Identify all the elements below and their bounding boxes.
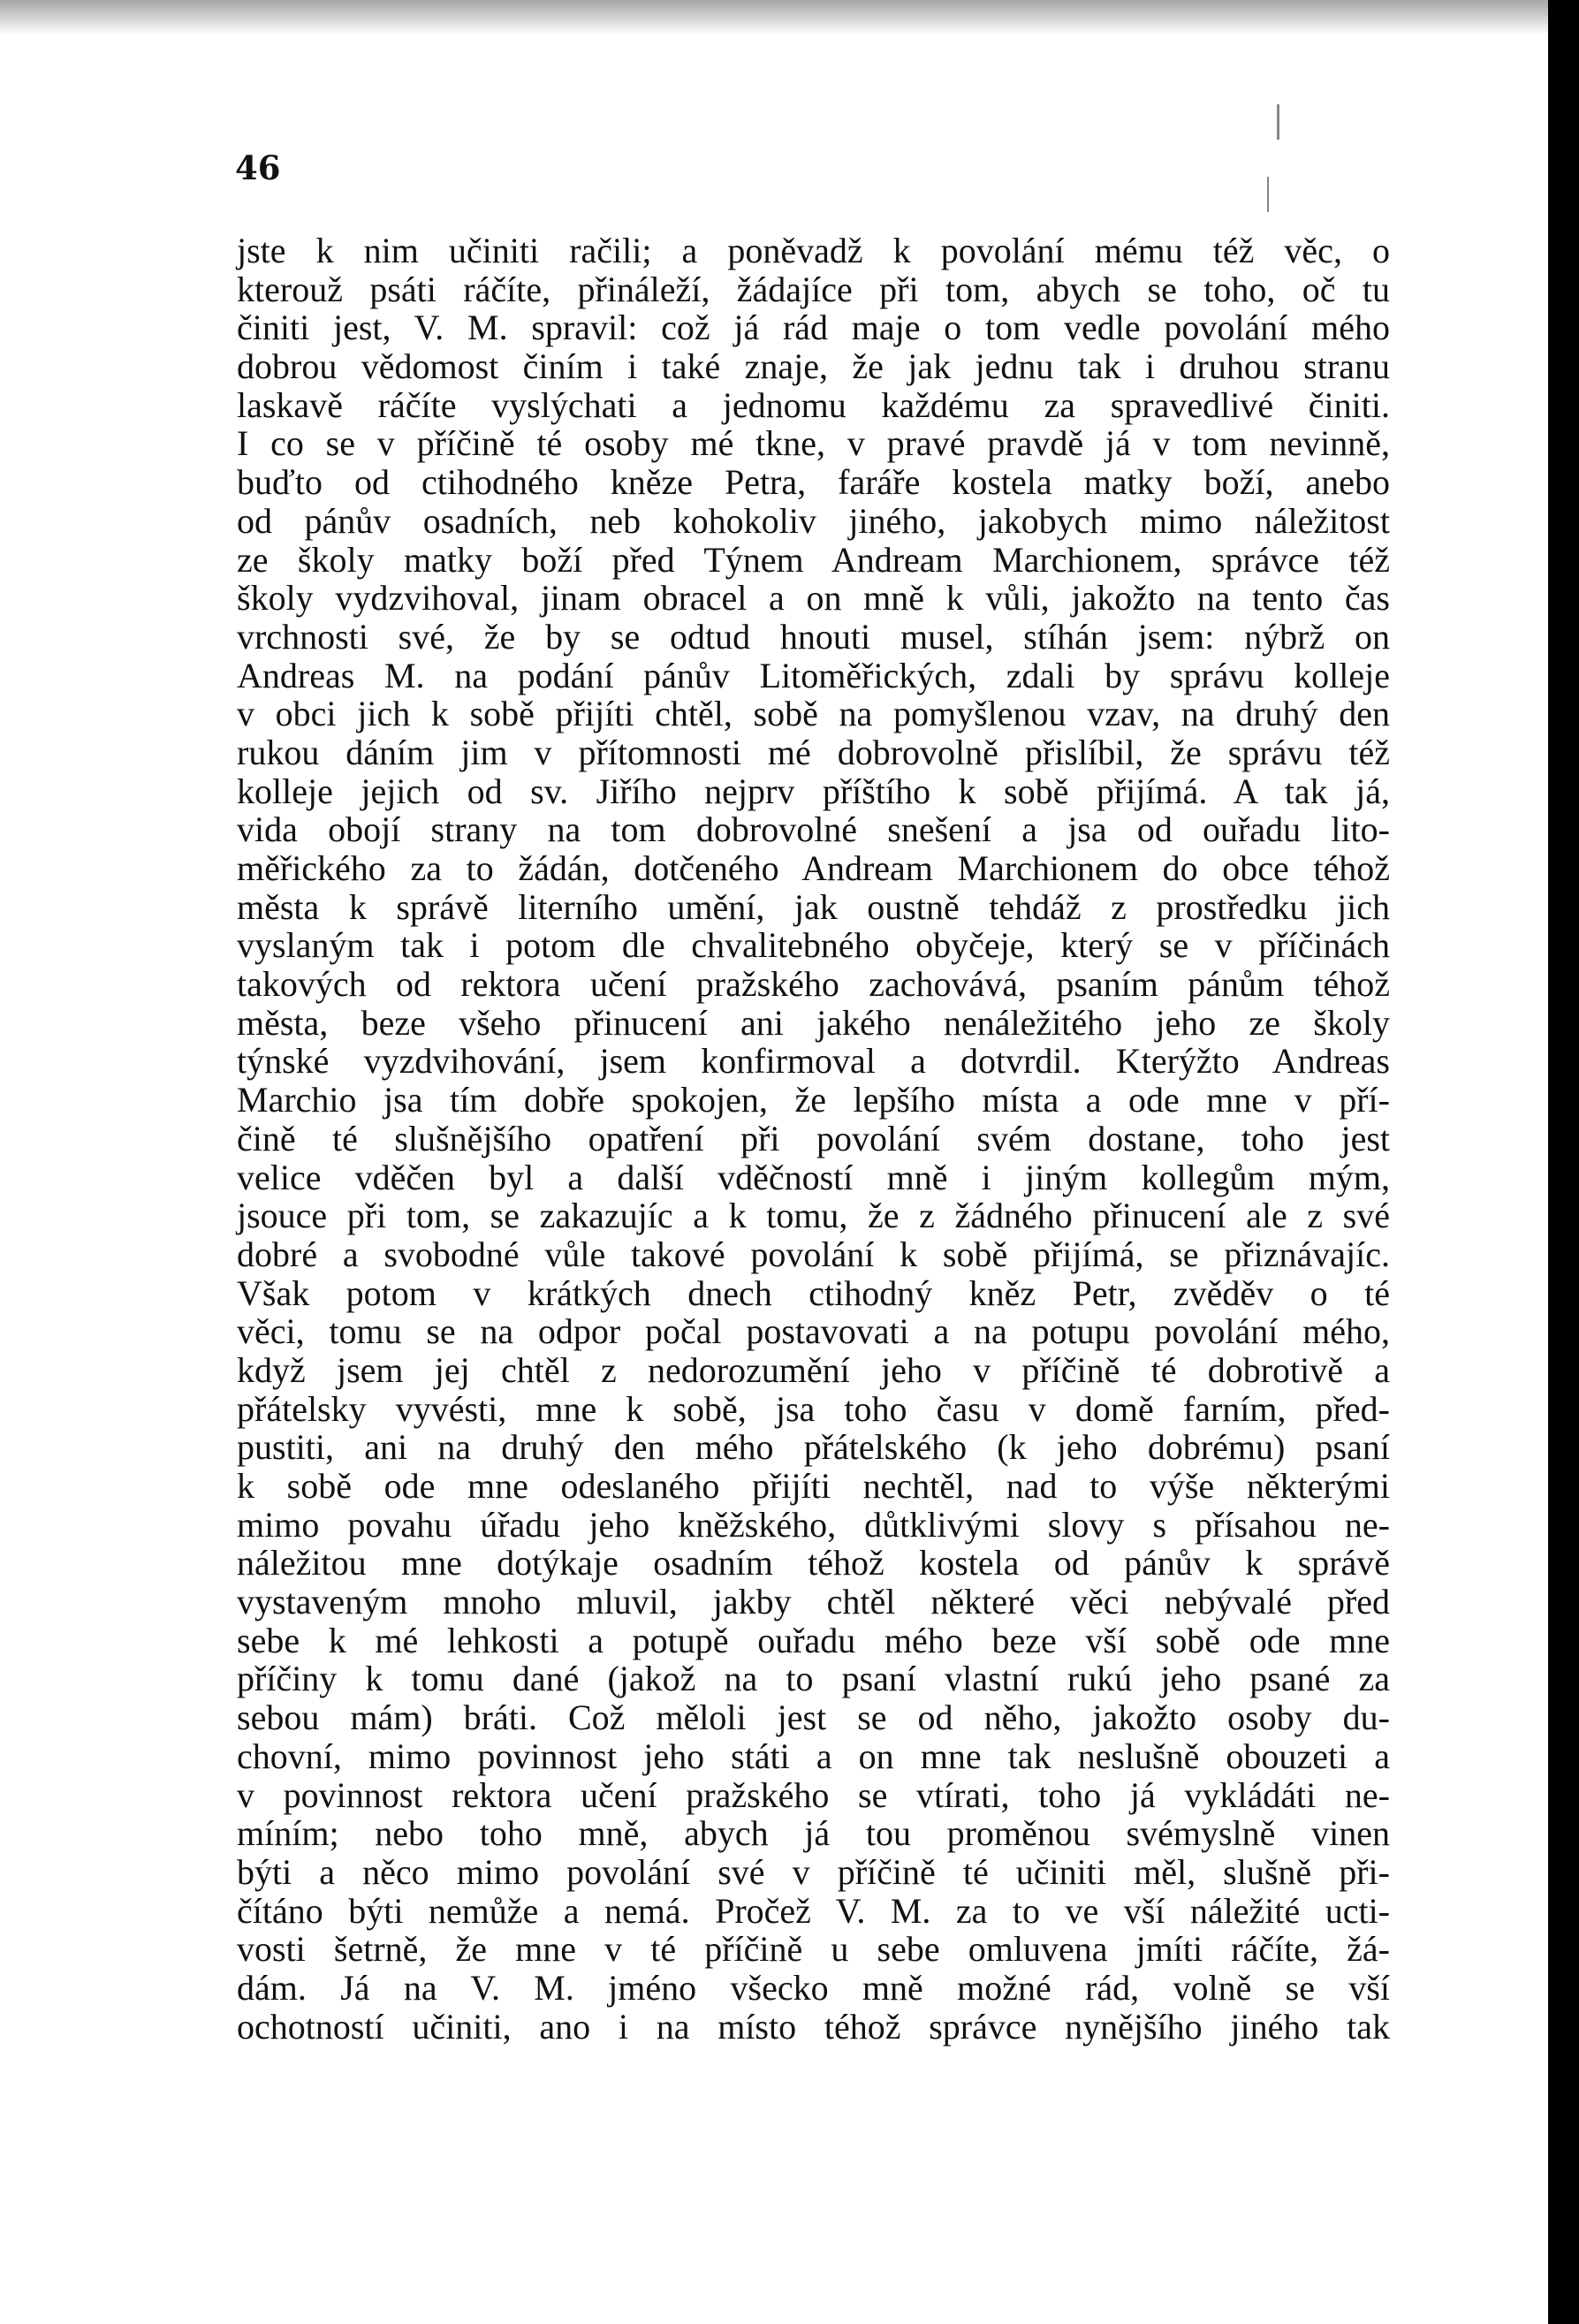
text-line: týnské vyzdvihování, jsem konfirmoval a dotvrdil. Kterýžto Andreas xyxy=(237,1041,1390,1082)
page-number: 46 xyxy=(235,148,281,187)
text-line: dobré a svobodné vůle takové povolání k sobě přijímá, se přiznávajíc. xyxy=(237,1234,1390,1274)
text-line: od pánův osadních, neb kohokoliv jiného, jakobych mimo náležitost xyxy=(237,500,1390,541)
text-line: dobrou vědomost činím i také znaje, že jak jednu tak i druhou stranu xyxy=(237,346,1390,387)
text-line: v obci jich k sobě přijíti chtěl, sobě na pomyšlenou vzav, na druhý den xyxy=(237,694,1390,734)
text-line: města k správě literního umění, jak oustně tehdáž z prostředku jich xyxy=(237,886,1390,927)
text-line: vyslaným tak i potom dle chvalitebného obyčeje, který se v příčinách xyxy=(237,925,1390,966)
text-line: kolleje jejich od sv. Jiřího nejprv příštího k sobě přijímá. A tak já, xyxy=(237,771,1390,811)
text-line: ze školy matky boží před Týnem Andream Marchionem, správce též xyxy=(237,539,1390,580)
text-line: jsouce při tom, se zakazujíc a k tomu, že z žádného přinucení ale z své xyxy=(237,1196,1390,1236)
text-line: dám. Já na V. M. jméno všecko mně možné rád, volně se vší xyxy=(237,1967,1390,2008)
text-line: města, beze všeho přinucení ani jakého nenáležitého jeho ze školy xyxy=(237,1002,1390,1043)
text-line: přátelsky vyvésti, mne k sobě, jsa toho času v domě farním, před- xyxy=(237,1388,1390,1429)
text-line: vosti šetrně, že mne v té příčině u sebe omluvena jmíti ráčíte, žá- xyxy=(237,1929,1390,1970)
text-line: býti a něco mimo povolání své v příčině té učiniti měl, slušně při- xyxy=(237,1851,1390,1892)
text-line: ochotností učiniti, ano i na místo téhož správce nynějšího jiného tak xyxy=(237,2006,1390,2047)
text-line: míním; nebo toho mně, abych já tou proměnou svémyslně vinen xyxy=(237,1813,1390,1854)
text-line: čítáno býti nemůže a nemá. Pročež V. M. za to ve vší náležité ucti- xyxy=(237,1890,1390,1931)
text-line: Marchio jsa tím dobře spokojen, že lepšího místa a ode mne v pří- xyxy=(237,1080,1390,1120)
text-line: školy vydzvihoval, jinam obracel a on mně k vůli, jakožto na tento čas xyxy=(237,578,1390,619)
text-line: měřického za to žádán, dotčeného Andream Marchionem do obce téhož xyxy=(237,848,1390,888)
scan-speck xyxy=(1277,104,1279,140)
text-line: Andreas M. na podání pánův Litoměřických, zdali by správu kolleje xyxy=(237,655,1390,695)
text-line: rukou dáním jim v přítomnosti mé dobrovolně přislíbil, že správu též xyxy=(237,732,1390,772)
text-line: k sobě ode mne odeslaného přijíti nechtěl, nad to výše některými xyxy=(237,1466,1390,1506)
text-line: sebou mám) bráti. Což měloli jest se od něho, jakožto osoby du- xyxy=(237,1697,1390,1738)
text-line: vida obojí strany na tom dobrovolné snešení a jsa od ouřadu lito- xyxy=(237,809,1390,850)
text-line: čině té slušnějšího opatření při povolání svém dostane, toho jest xyxy=(237,1118,1390,1158)
text-line: pustiti, ani na druhý den mého přátelského (k jeho dobrému) psaní xyxy=(237,1427,1390,1468)
page-top-shadow xyxy=(0,0,1548,35)
text-line: vrchnosti své, že by se odtud hnouti musel, stíhán jsem: nýbrž on xyxy=(237,616,1390,657)
text-line: věci, tomu se na odpor počal postavovati a na potupu povolání mého, xyxy=(237,1311,1390,1352)
text-line: kterouž psáti ráčíte, přináleží, žádajíce při tom, abych se toho, oč tu xyxy=(237,269,1390,309)
text-line: velice vděčen byl a další vděčností mně i jiným kollegům mým, xyxy=(237,1157,1390,1197)
text-line: takových od rektora učení pražského zachovává, psaním pánům téhož xyxy=(237,964,1390,1005)
text-line: když jsem jej chtěl z nedorozumění jeho v příčině té dobrotivě a xyxy=(237,1349,1390,1390)
scan-speck xyxy=(1267,177,1269,212)
text-line: jste k nim učiniti račili; a poněvadž k povolání mému též věc, o xyxy=(237,231,1390,270)
text-line: chovní, mimo povinnost jeho státi a on mne tak neslušně obouzeti a xyxy=(237,1735,1390,1776)
text-line: činiti jest, V. M. spravil: což já rád maje o tom vedle povolání mého xyxy=(237,308,1390,348)
text-line: mimo povahu úřadu jeho kněžského, důtklivými slovy s přísahou ne- xyxy=(237,1504,1390,1545)
text-line: vystaveným mnoho mluvil, jakby chtěl některé věci nebývalé před xyxy=(237,1582,1390,1622)
text-line: laskavě ráčíte vyslýchati a jednomu každému za spravedlivé činiti. xyxy=(237,384,1390,425)
text-line: v povinnost rektora učení pražského se vtírati, toho já vykládáti ne- xyxy=(237,1774,1390,1815)
body-text xyxy=(237,232,1390,2046)
text-line: Však potom v krátkých dnech ctihodný kněz Petr, zvěděv o té xyxy=(237,1272,1390,1313)
text-line: sebe k mé lehkosti a potupě ouřadu mého beze vší sobě ode mne xyxy=(237,1620,1390,1660)
text-line: I co se v příčině té osoby mé tkne, v pravé pravdě já v tom nevinně, xyxy=(237,423,1390,464)
text-line: příčiny k tomu dané (jakož na to psaní vlastní rukú jeho psané za xyxy=(237,1659,1390,1699)
text-line: náležitou mne dotýkaje osadním téhož kostela od pánův k správě xyxy=(237,1543,1390,1584)
text-line: buďto od ctihodného kněze Petra, faráře kostela matky boží, anebo xyxy=(237,462,1390,503)
